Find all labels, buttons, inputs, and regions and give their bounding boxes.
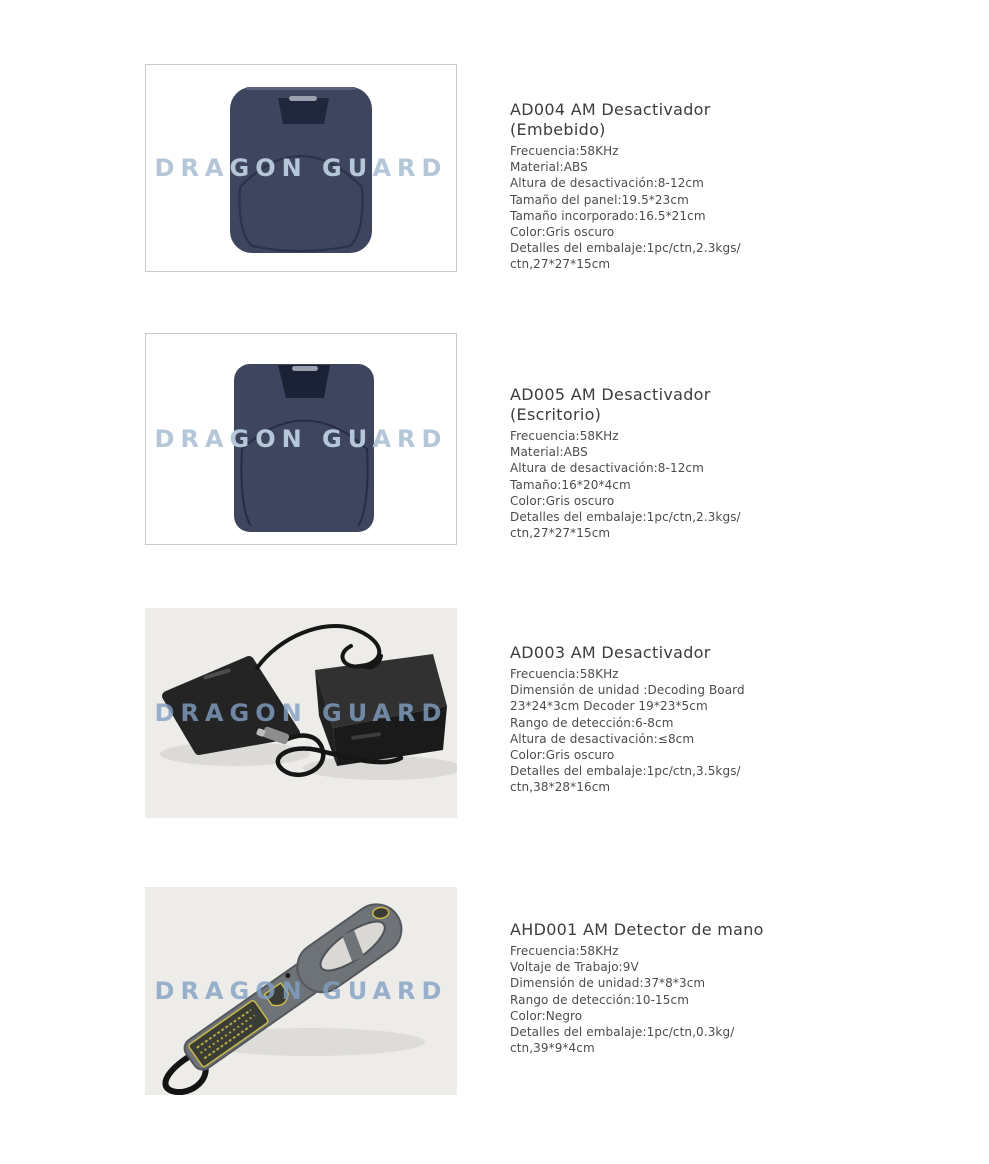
spec-line: Detalles del embalaje:1pc/ctn,0.3kg/ [510,1025,735,1040]
spec-line: Color:Gris oscuro [510,493,615,508]
product-title [510,643,810,663]
product-specs [510,943,810,1056]
spec-line: Color:Negro [510,1008,583,1023]
deactivator-set-illustration [145,608,457,818]
spec-line: ctn,27*27*15cm [510,526,611,541]
spec-line: ctn,27*27*15cm [510,257,611,272]
product-title-line2: (Escritorio) [510,405,602,424]
product-title [510,100,810,140]
spec-line: Detalles del embalaje:1pc/ctn,2.3kgs/ [510,241,741,256]
spec-line: Frecuencia:58KHz [510,667,619,681]
watermark-text: DRAGON GUARD [154,425,448,453]
spec-line: Altura de desactivación:8-12cm [510,461,704,476]
product-specs [510,143,810,273]
spec-line: Tamaño incorporado:16.5*21cm [510,208,706,223]
spec-line: ctn,38*28*16cm [510,780,611,795]
spec-line: Tamaño:16*20*4cm [510,477,631,492]
spec-line: 23*24*3cm Decoder 19*23*5cm [510,699,708,714]
spec-line: Material:ABS [510,445,588,460]
spec-line: Rango de detección:6-8cm [510,715,674,730]
spec-line: Dimensión de unidad:37*8*3cm [510,976,706,991]
spec-line: Detalles del embalaje:1pc/ctn,3.5kgs/ [510,764,741,779]
product-photo-ahd001 [145,887,457,1095]
spec-line: Color:Gris oscuro [510,225,615,240]
product-title-line1: AHD001 AM Detector de mano [510,920,764,939]
product-photo-ad004 [145,64,457,272]
product-title-line1: AD005 AM Desactivador [510,385,711,404]
product-title-line1: AD004 AM Desactivador [510,100,711,119]
spec-line: Rango de detección:10-15cm [510,992,689,1007]
spec-line: Altura de desactivación:≤8cm [510,731,695,746]
product-specs [510,666,810,796]
hand-detector-illustration [145,887,457,1095]
watermark-text: DRAGON GUARD [154,154,448,182]
spec-line: Color:Gris oscuro [510,748,615,763]
spec-line: Tamaño del panel:19.5*23cm [510,192,689,207]
spec-line: Frecuencia:58KHz [510,144,619,158]
product-title [510,920,810,940]
product-info-ad004 [510,100,810,273]
spec-line: Voltaje de Trabajo:9V [510,960,639,975]
product-photo-ad005 [145,333,457,545]
spec-line: Detalles del embalaje:1pc/ctn,2.3kgs/ [510,510,741,525]
product-title-line1: AD003 AM Desactivador [510,643,711,662]
deactivator-panel-illustration [146,65,456,271]
deactivator-panel-illustration [146,334,456,544]
product-info-ahd001 [510,920,810,1056]
product-title-line2: (Embebido) [510,120,606,139]
spec-line: Frecuencia:58KHz [510,429,619,443]
product-specs [510,428,810,541]
product-title [510,385,810,425]
watermark-text: DRAGON GUARD [154,977,448,1005]
product-photo-ad003 [145,608,457,818]
watermark-text: DRAGON GUARD [154,699,448,727]
spec-line: ctn,39*9*4cm [510,1041,595,1056]
spec-line: Altura de desactivación:8-12cm [510,176,704,191]
spec-line: Frecuencia:58KHz [510,944,619,958]
product-info-ad003 [510,643,810,796]
spec-line: Material:ABS [510,160,588,175]
product-info-ad005 [510,385,810,541]
spec-line: Dimensión de unidad :Decoding Board [510,683,745,698]
